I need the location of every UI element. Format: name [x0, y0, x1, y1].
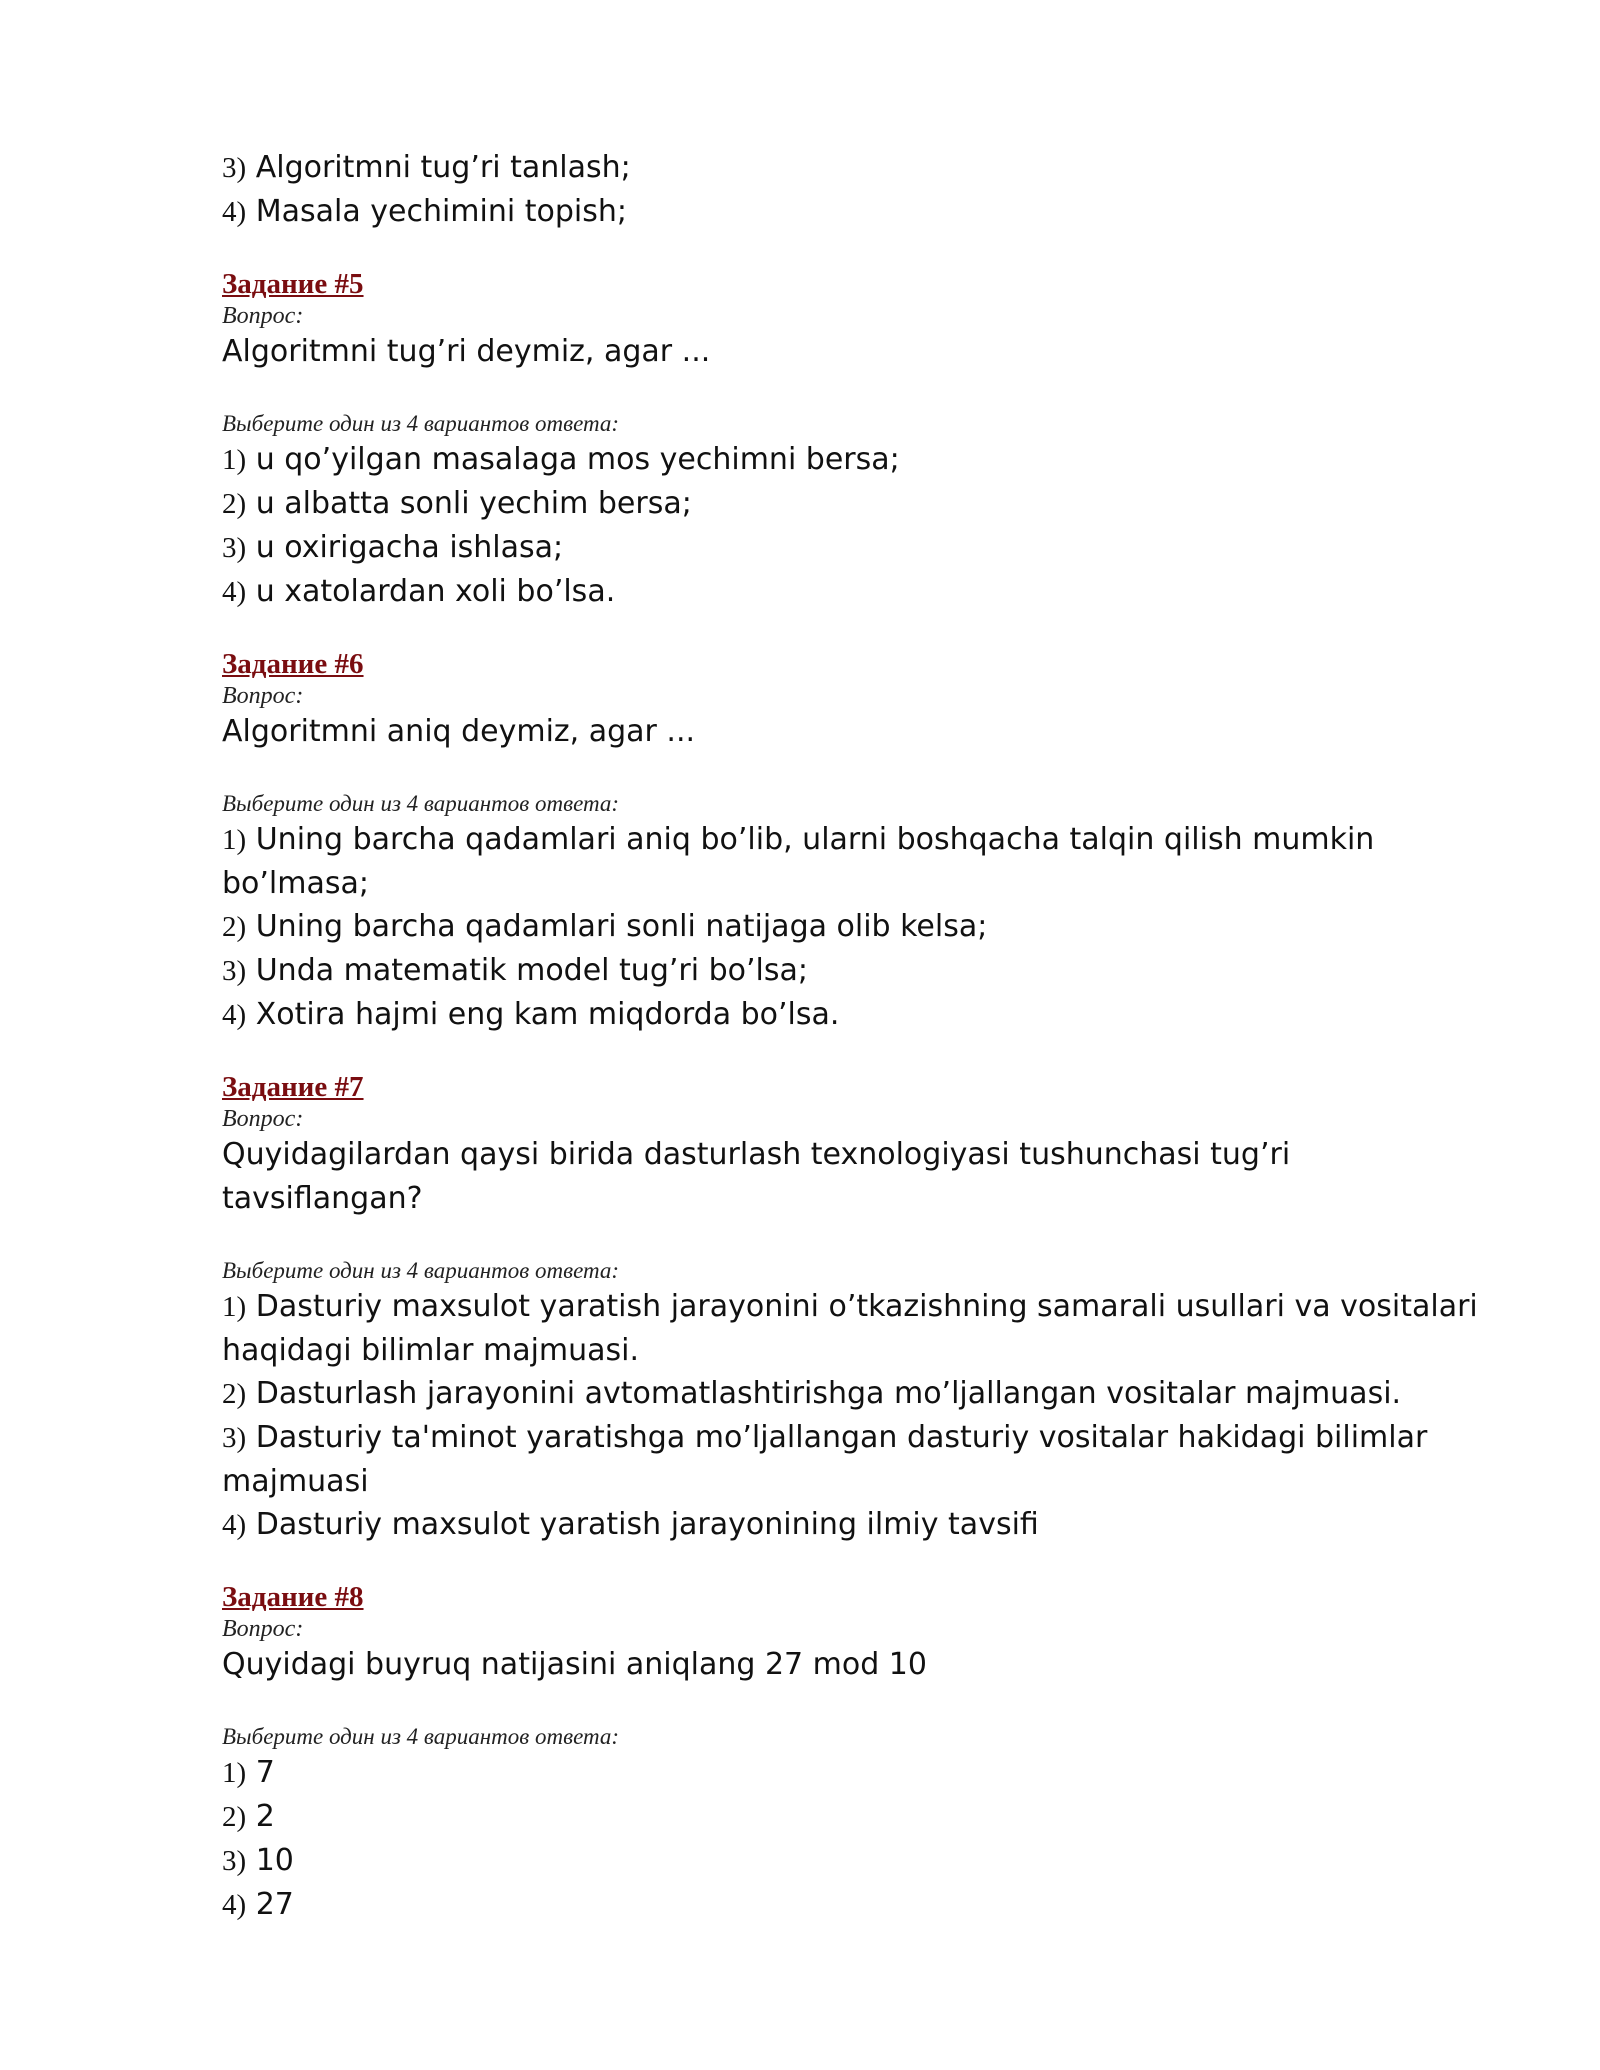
task-7 — [222, 1069, 1492, 1547]
choose-instruction: Выберите один из 4 вариантов ответа: — [222, 1258, 620, 1283]
task-5 — [222, 266, 1492, 614]
answer-option: 2) Dasturlash jarayonini avtomatlashtirishga mo’ljallangan vositalar majmuasi. — [222, 1376, 1402, 1411]
answer-options — [222, 818, 1492, 1037]
question-text: Quyidagi buyruq natijasini aniqlang 27 mod 10 — [222, 1647, 927, 1682]
answer-option: 2) 2 — [222, 1799, 275, 1834]
answer-option: 1) u qo’yilgan masalaga mos yechimni bersa; — [222, 442, 900, 477]
answer-option: 3) Unda matematik model tug’ri bo’lsa; — [222, 953, 808, 988]
task-title: Задание #6 — [222, 648, 364, 680]
question-label: Вопрос: — [222, 303, 304, 329]
answer-options — [222, 1285, 1492, 1547]
task-title: Задание #8 — [222, 1581, 364, 1613]
choose-instruction: Выберите один из 4 вариантов ответа: — [222, 1724, 620, 1749]
task-title: Задание #5 — [222, 268, 364, 300]
choose-instruction: Выберите один из 4 вариантов ответа: — [222, 791, 620, 816]
answer-options — [222, 1751, 1492, 1927]
answer-option: 1) 7 — [222, 1755, 275, 1790]
task-8 — [222, 1579, 1492, 1927]
answer-options — [222, 438, 1492, 614]
question-label: Вопрос: — [222, 1106, 304, 1132]
intro-options — [222, 146, 1492, 234]
task-6 — [222, 646, 1492, 1037]
answer-option: 4) Masala yechimini topish; — [222, 194, 627, 229]
answer-option: 4) Xotira hajmi eng kam miqdorda bo’lsa. — [222, 997, 840, 1032]
question-text: Algoritmni tug’ri deymiz, agar ... — [222, 334, 711, 369]
answer-option: 4) Dasturiy maxsulot yaratish jarayonining ilmiy tavsifi — [222, 1507, 1039, 1542]
answer-option: 3) u oxirigacha ishlasa; — [222, 530, 564, 565]
answer-option: 3) 10 — [222, 1843, 294, 1878]
answer-option: 3) Algoritmni tug’ri tanlash; — [222, 150, 631, 185]
question-text: Quyidagilardan qaysi birida dasturlash texnologiyasi tushunchasi tug’ri tavsiflangan? — [222, 1137, 1291, 1216]
answer-option: 2) u albatta sonli yechim bersa; — [222, 486, 692, 521]
answer-option: 2) Uning barcha qadamlari sonli natijaga olib kelsa; — [222, 909, 988, 944]
answer-option: 4) 27 — [222, 1887, 294, 1922]
question-label: Вопрос: — [222, 1616, 304, 1642]
answer-option: 1) Uning barcha qadamlari aniq bo’lib, ularni boshqacha talqin qilish mumkin bo’lmasa; — [222, 822, 1375, 901]
task-title: Задание #7 — [222, 1071, 364, 1103]
question-label: Вопрос: — [222, 683, 304, 709]
answer-option: 4) u xatolardan xoli bo’lsa. — [222, 574, 616, 609]
choose-instruction: Выберите один из 4 вариантов ответа: — [222, 411, 620, 436]
answer-option: 1) Dasturiy maxsulot yaratish jarayonini o’tkazishning samarali usullari va vositalari haqidagi bilimlar majmuasi. — [222, 1289, 1478, 1368]
page-content — [222, 146, 1492, 1927]
answer-option: 3) Dasturiy ta'minot yaratishga mo’ljallangan dasturiy vositalar hakidagi bilimlar majmuasi — [222, 1420, 1428, 1499]
question-text: Algoritmni aniq deymiz, agar ... — [222, 714, 696, 749]
